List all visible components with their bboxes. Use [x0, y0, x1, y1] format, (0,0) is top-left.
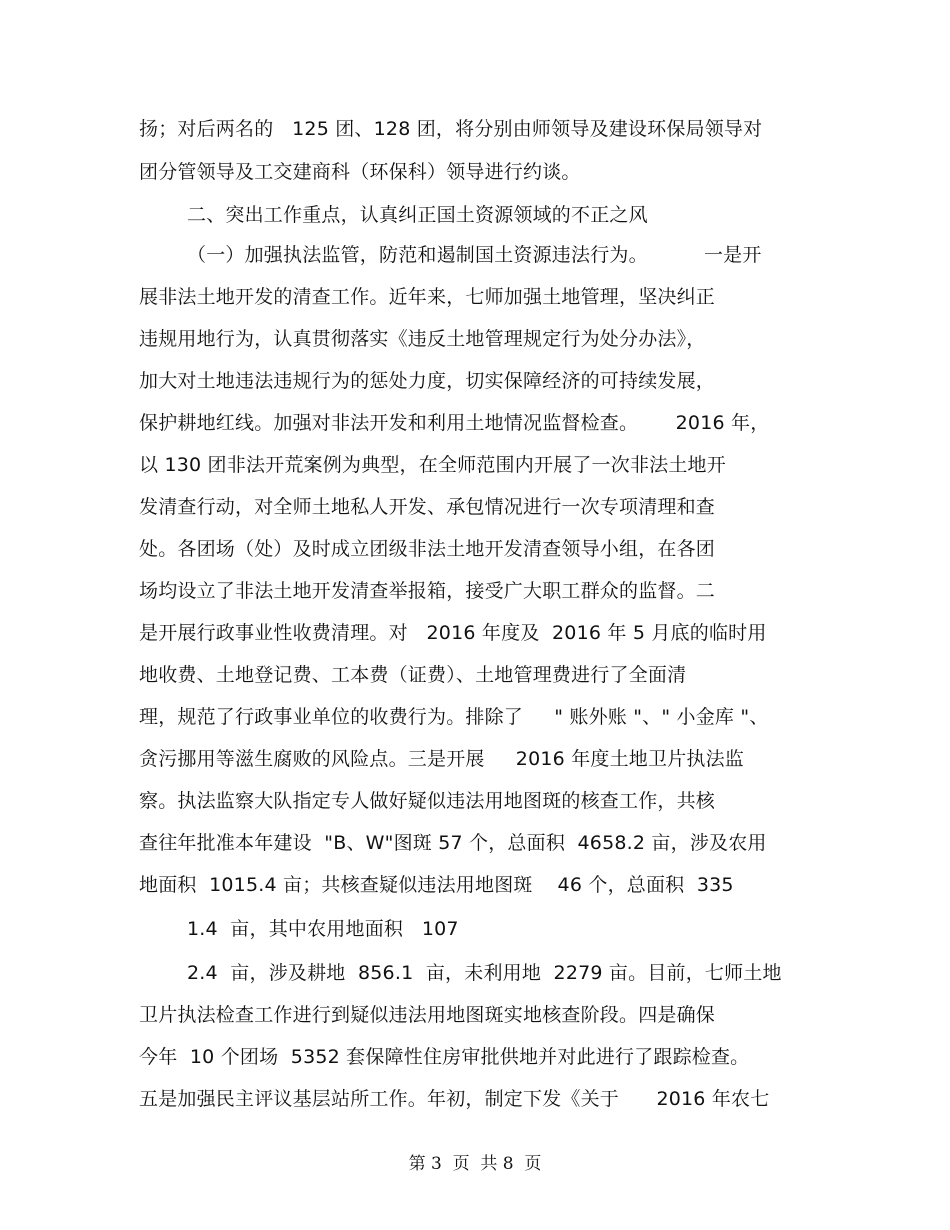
section-heading: 二、突出工作重点，认真纠正国土资源领域的不正之风	[187, 204, 648, 226]
text-line: 今年 10 个团场 5352 套保障性住房审批供地并对此进行了跟踪检查。	[139, 1046, 750, 1068]
text-line: 发清查行动，对全师土地私人开发、承包情况进行一次专项清理和查	[139, 496, 716, 518]
text-line: 是开展行政事业性收费清理。对 2016 年度及 2016 年 5 月底的临时用	[139, 622, 767, 644]
text-line: 以 130 团非法开荒案例为典型，在全师范围内开展了一次非法土地开	[139, 454, 726, 476]
page-number-footer: 第 3 页 共 8 页	[408, 1154, 542, 1174]
text-line: 1.4 亩，其中农用地面积 107	[187, 918, 459, 940]
text-line: 卫片执法检查工作进行到疑似违法用地图斑实地核查阶段。四是确保	[139, 1004, 716, 1026]
text-line: 场均设立了非法土地开发清查举报箱，接受广大职工群众的监督。二	[139, 580, 716, 602]
text-line: 加大对土地违法违规行为的惩处力度，切实保障经济的可持续发展，	[139, 370, 716, 392]
text-line: 违规用地行为，认真贯彻落实《违反土地管理规定行为处分办法》，	[139, 328, 706, 350]
text-line: 地收费、土地登记费、工本费（证费）、土地管理费进行了全面清	[139, 664, 687, 686]
text-line: 查往年批准本年建设 "B、W"图斑 57 个，总面积 4658.2 亩，涉及农用	[139, 832, 767, 854]
text-line: 贪污挪用等滋生腐败的风险点。三是开展 2016 年度土地卫片执法监	[139, 748, 744, 770]
text-line: 处。各团场（处）及时成立团级非法土地开发清查领导小组，在各团	[139, 538, 716, 560]
text-line: 察。执法监察大队指定专人做好疑似违法用地图斑的核查工作，共核	[139, 790, 716, 812]
text-line: 地面积 1015.4 亩；共核查疑似违法用地图斑 46 个，总面积 335	[139, 874, 734, 896]
text-line: 展非法土地开发的清查工作。近年来，七师加强土地管理，坚决纠正	[139, 286, 716, 308]
text-line: 理，规范了行政事业单位的收费行为。排除了 " 账外账 "、" 小金库 "、	[139, 706, 769, 728]
text-line: 扬；对后两名的 125 团、128 团，将分别由师领导及建设环保局领导对	[139, 118, 763, 140]
text-line: 保护耕地红线。加强对非法开发和利用土地情况监督检查。 2016 年，	[139, 412, 770, 434]
text-line: 2.4 亩，涉及耕地 856.1 亩，未利用地 2279 亩。目前，七师土地	[187, 962, 782, 984]
text-line: 团分管领导及工交建商科（环保科）领导进行约谈。	[139, 161, 581, 183]
text-line: （一）加强执法监管，防范和遏制国土资源违法行为。 一是开	[187, 244, 762, 266]
text-line: 五是加强民主评议基层站所工作。年初，制定下发《关于 2016 年农七	[139, 1088, 770, 1110]
